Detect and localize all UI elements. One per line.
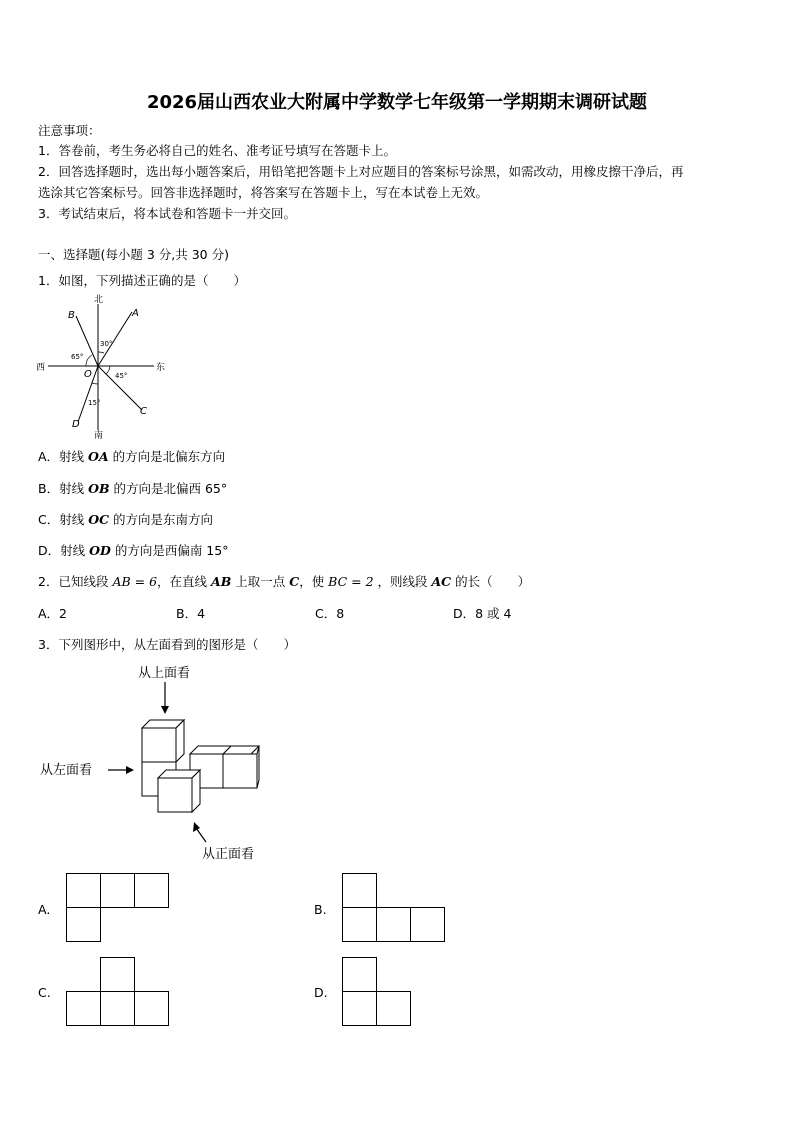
label-O: O bbox=[84, 369, 92, 380]
q3-option-a-figure bbox=[66, 873, 170, 944]
notice-item-2a: 2．回答选择题时，选出每小题答案后，用铅笔把答题卡上对应题目的答案标号涂黑，如需改动，用橡皮擦干净后，再 bbox=[38, 164, 684, 179]
page-title: 2026届山西农业大附属中学数学七年级第一学期期末调研试题 bbox=[146, 92, 648, 113]
question-3-stem: 3．下列图形中，从左面看到的图形是（ ） bbox=[38, 637, 296, 652]
label-angle-15: 15° bbox=[88, 399, 101, 407]
notice-heading: 注意事项： bbox=[38, 123, 101, 138]
q3-option-c-figure bbox=[66, 957, 170, 1028]
q3-option-d-label: D. bbox=[314, 985, 328, 1000]
cubes bbox=[142, 720, 259, 812]
label-D: D bbox=[72, 419, 80, 430]
compass-diagram bbox=[34, 290, 174, 440]
section-heading: 一、选择题(每小题 3 分,共 30 分) bbox=[38, 247, 229, 262]
question-2-stem: 2．已知线段 AB = 6，在直线 AB 上取一点 C，使 BC = 2 ，则线段 AC 的长（ ） bbox=[38, 574, 531, 589]
notice-item-3: 3．考试结束后，将本试卷和答题卡一并交回。 bbox=[38, 206, 296, 221]
q3-option-b-figure bbox=[342, 873, 446, 944]
cube-stack-diagram bbox=[30, 660, 290, 865]
q1-option-b: B．射线 OB 的方向是北偏西 65° bbox=[38, 481, 228, 496]
q1-option-c: C．射线 OC 的方向是东南方向 bbox=[38, 512, 214, 527]
label-view-left: 从左面看 bbox=[40, 763, 93, 778]
label-angle-45: 45° bbox=[115, 372, 128, 380]
arrow-top-head bbox=[161, 706, 169, 714]
q2-option-c: C．8 bbox=[315, 606, 345, 621]
q3-option-d-figure bbox=[342, 957, 414, 1028]
q3-option-a-label: A. bbox=[38, 902, 51, 917]
label-south: 南 bbox=[94, 431, 104, 440]
label-B: B bbox=[68, 310, 75, 321]
notice-item-2b: 选涂其它答案标号。回答非选择题时，将答案写在答题卡上，写在本试卷上无效。 bbox=[38, 185, 489, 200]
label-west: 西 bbox=[36, 363, 46, 373]
q3-option-b-label: B. bbox=[314, 902, 327, 917]
label-view-front: 从正面看 bbox=[202, 847, 255, 862]
q2-option-b: B．4 bbox=[176, 606, 206, 621]
label-angle-30: 30° bbox=[100, 340, 113, 348]
question-1-stem: 1．如图，下列描述正确的是（ ） bbox=[38, 273, 246, 288]
q1-option-d: D．射线 OD 的方向是西偏南 15° bbox=[38, 543, 229, 558]
label-east: 东 bbox=[156, 363, 166, 373]
notice-item-1: 1．答卷前，考生务必将自己的姓名、准考证号填写在答题卡上。 bbox=[38, 143, 396, 158]
label-C: C bbox=[140, 406, 147, 417]
label-angle-65: 65° bbox=[71, 353, 84, 361]
q1-option-a: A．射线 OA 的方向是北偏东方向 bbox=[38, 449, 226, 464]
label-A: A bbox=[132, 308, 139, 319]
label-view-top: 从上面看 bbox=[138, 666, 191, 681]
arrow-front-head bbox=[193, 822, 200, 832]
ray-OA bbox=[98, 312, 132, 366]
label-north: 北 bbox=[94, 295, 104, 305]
arrow-left-head bbox=[126, 766, 134, 774]
q3-option-c-label: C. bbox=[38, 985, 51, 1000]
arrow-front bbox=[196, 828, 206, 842]
q2-option-d: D．8 或 4 bbox=[453, 606, 512, 621]
q2-option-a: A．2 bbox=[38, 606, 68, 621]
